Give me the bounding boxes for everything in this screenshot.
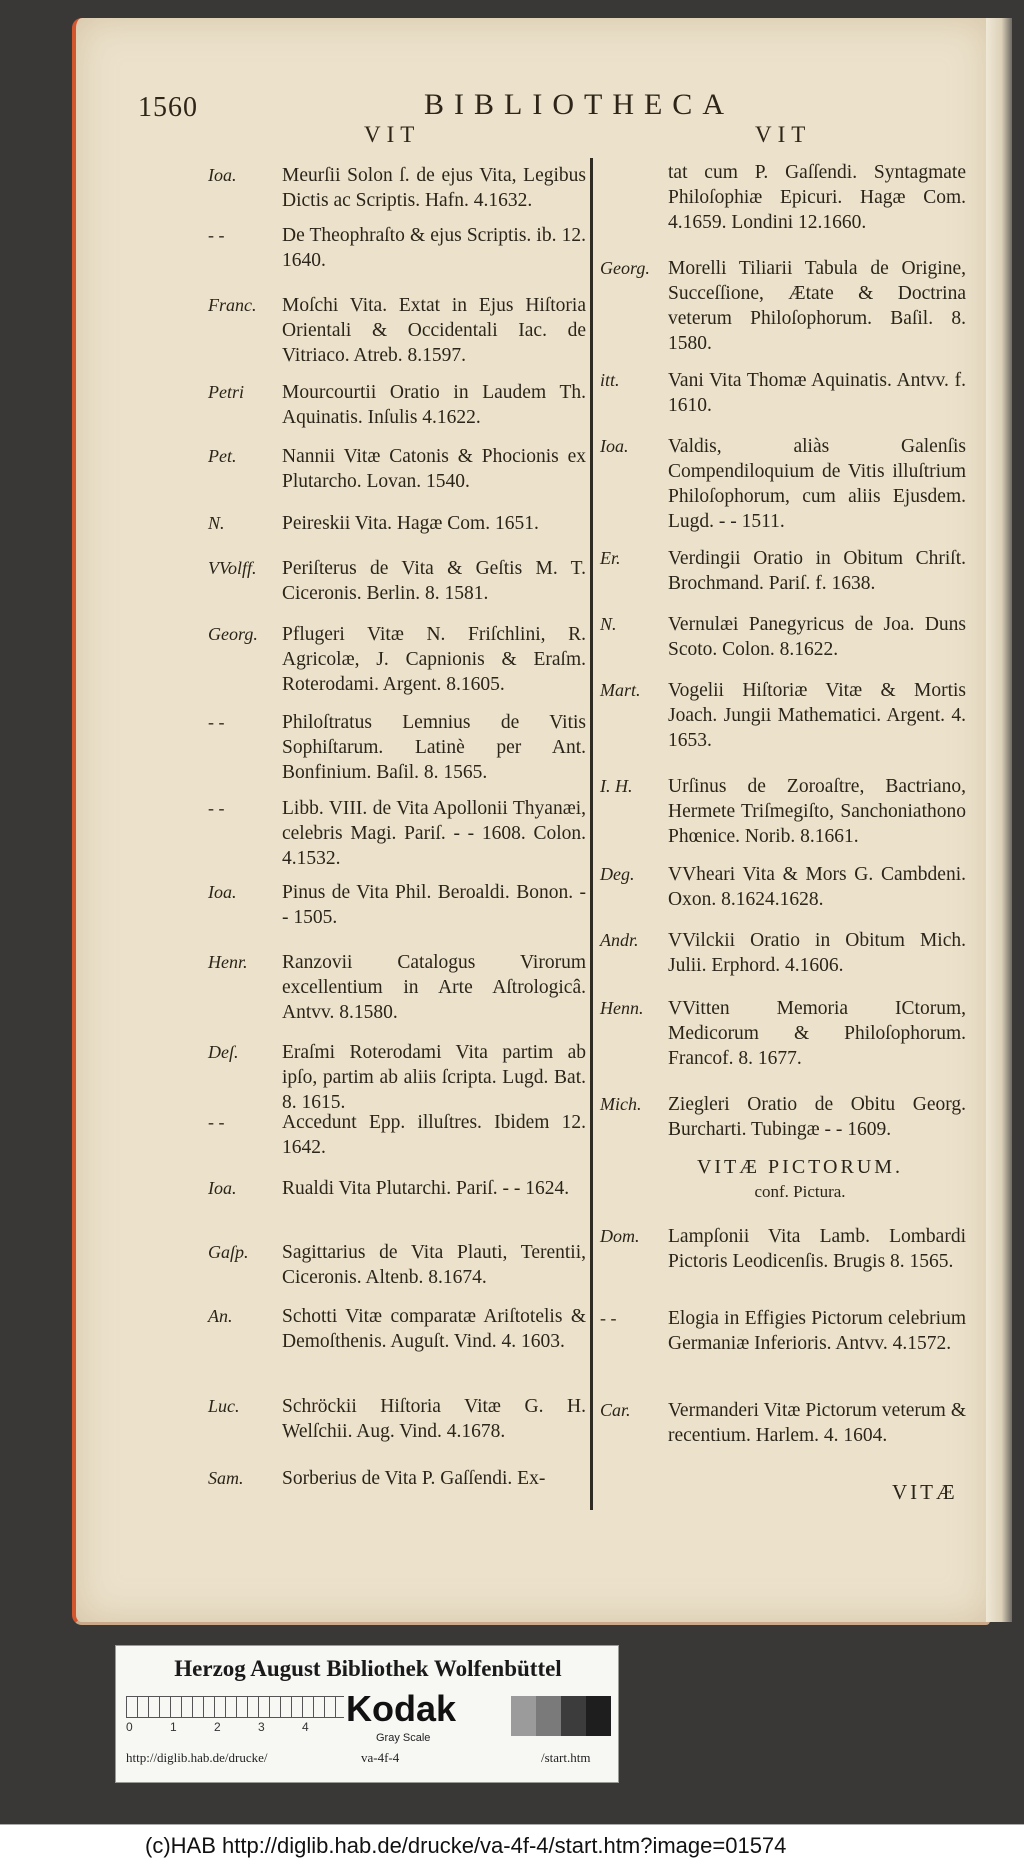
catalog-entry	[600, 368, 968, 418]
entry-label: Deg.	[600, 864, 635, 884]
gray-patch	[586, 1696, 611, 1736]
catalog-entry	[208, 1040, 588, 1115]
entry-text: Pflugeri Vitæ N. Friſchlini, R. Agricolæ, J. Capnionis & Eraſm. Roterodami. Argent. 8.1605.	[282, 624, 586, 695]
catalog-entry	[208, 1304, 588, 1354]
entry-text: Urſinus de Zoroaſtre, Bactriano, Hermete Triſmegiſto, Sanchoniathono Phœnice. Norib. 8.1661.	[668, 776, 966, 847]
catchword: VITÆ	[892, 1480, 958, 1504]
entry-label: Dom.	[600, 1226, 640, 1246]
catalog-entry	[208, 163, 588, 213]
catalog-entry	[600, 928, 968, 978]
catalog-entry	[600, 612, 968, 662]
gray-patches	[511, 1696, 611, 1736]
entry-text: VVitten Memoria ICtorum, Medicorum & Philoſophorum. Francof. 8. 1677.	[668, 998, 966, 1069]
entry-text: Vermanderi Vitæ Pictorum veterum & recentium. Harlem. 4. 1604.	[668, 1400, 966, 1446]
kodak-logo: Kodak	[346, 1688, 457, 1729]
entry-label: Henr.	[208, 952, 248, 972]
catalog-entry	[208, 556, 588, 606]
catalog-entry	[600, 678, 968, 753]
entry-label: Luc.	[208, 1396, 240, 1416]
entry-text: Vernulæi Panegyricus de Joa. Duns Scoto. Colon. 8.1622.	[668, 614, 966, 660]
page-title: BIBLIOTHECA	[424, 88, 734, 121]
catalog-entry	[208, 622, 588, 697]
entry-text: Pinus de Vita Phil. Beroaldi. Bonon. - - 1505.	[282, 882, 586, 928]
entry-text: De Theophraſto & ejus Scriptis. ib. 12. 1640.	[282, 225, 586, 271]
entry-text: Morelli Tiliarii Tabula de Origine, Succeſſione, Ætate & Doctrina veterum Philoſophorum. Baſil. 8. 1580.	[668, 258, 966, 354]
entry-label: Petri	[208, 382, 244, 402]
entry-label: I. H.	[600, 776, 633, 796]
entry-label: Mich.	[600, 1094, 642, 1114]
entry-label: Pet.	[208, 446, 237, 466]
catalog-entry	[208, 1394, 588, 1444]
grayscale-label: Gray Scale	[376, 1732, 431, 1744]
catalog-entry	[600, 1092, 968, 1142]
catalog-entry	[208, 223, 588, 273]
entry-label: - -	[600, 1308, 617, 1328]
catalog-entry	[600, 256, 968, 356]
scale-number: 0	[126, 1720, 133, 1734]
scale-ruler	[126, 1696, 344, 1718]
entry-text: Ranzovii Catalogus Virorum excellentium in Arte Aſtrologicâ. Antvv. 8.1580.	[282, 952, 586, 1023]
url-shelfmark: va-4f-4	[361, 1750, 400, 1765]
catalog-entry	[208, 511, 588, 536]
entry-text: Meurſii Solon ſ. de ejus Vita, Legibus Dictis ac Scriptis. Hafn. 4.1632.	[282, 165, 586, 211]
copyright-url-link[interactable]: (c)HAB http://diglib.hab.de/drucke/va-4f-4/start.htm?image=01574	[145, 1833, 787, 1858]
entry-text: Lampſonii Vita Lamb. Lombardi Pictoris Leodicenſis. Brugis 8. 1565.	[668, 1226, 966, 1272]
entry-text: Nannii Vitæ Catonis & Phocionis ex Plutarcho. Lovan. 1540.	[282, 446, 586, 492]
entry-text: Schröckii Hiſtoria Vitæ G. H. Welſchii. Aug. Vind. 4.1678.	[282, 1396, 586, 1442]
catalog-entry	[600, 774, 968, 849]
catalog-entry	[208, 1110, 588, 1160]
entry-text: Philoſtratus Lemnius de Vitis Sophiſtarum. Latinè per Ant. Bonfinium. Baſil. 8. 1565.	[282, 712, 586, 783]
entry-label: - -	[208, 712, 225, 732]
entry-label: VVolff.	[208, 558, 257, 578]
entry-label: N.	[208, 513, 225, 533]
footer-bar	[0, 1824, 1024, 1865]
url-right: /start.htm	[541, 1750, 591, 1765]
entry-text: Sagittarius de Vita Plauti, Terentii, Ciceronis. Altenb. 8.1674.	[282, 1242, 586, 1288]
entry-text: Rualdi Vita Plutarchi. Pariſ. - - 1624.	[282, 1178, 570, 1199]
entry-label: Georg.	[600, 258, 650, 278]
entry-text: Valdis, aliàs Galenſis Compendiloquium de Vitis illuſtrium Philoſophorum, cum aliis Ejusdem. Lugd. - - 1511.	[668, 436, 966, 532]
catalog-entry	[600, 160, 968, 235]
scale-number: 2	[214, 1720, 221, 1734]
library-name: Herzog August Bibliothek Wolfenbüttel	[174, 1656, 562, 1681]
catalog-entry	[208, 380, 588, 430]
entry-text: Peireskii Vita. Hagæ Com. 1651.	[282, 513, 539, 534]
entry-label: Henn.	[600, 998, 644, 1018]
entry-label: Car.	[600, 1400, 631, 1420]
entry-text: Mourcourtii Oratio in Laudem Th. Aquinatis. Inſulis 4.1622.	[282, 382, 586, 428]
catalog-entry	[208, 710, 588, 785]
page-number: 1560	[138, 92, 198, 123]
catalog-entry	[600, 862, 968, 912]
entry-label: Franc.	[208, 295, 257, 315]
catalog-entry	[208, 950, 588, 1025]
entry-label: Andr.	[600, 930, 639, 950]
entry-text: Schotti Vitæ comparatæ Ariſtotelis & Demoſthenis. Auguſt. Vind. 4. 1603.	[282, 1306, 586, 1352]
section-subheading: conf. Pictura.	[754, 1182, 846, 1201]
entry-text: Eraſmi Roterodami Vita partim ab ipſo, partim ab aliis ſcripta. Lugd. Bat. 8. 1615.	[282, 1042, 586, 1113]
entry-text: Accedunt Epp. illuſtres. Ibidem 12. 1642.	[282, 1112, 586, 1158]
entry-label: Deſ.	[208, 1042, 239, 1062]
scale-number: 4	[302, 1720, 309, 1734]
catalog-entry	[600, 1224, 968, 1274]
entry-text: Vani Vita Thomæ Aquinatis. Antvv. f. 1610.	[668, 370, 966, 416]
entry-label: Mart.	[600, 680, 641, 700]
section-heading: VITÆ PICTORUM.	[696, 1156, 904, 1178]
catalog-entry	[208, 880, 588, 930]
entry-label: - -	[208, 1112, 225, 1132]
entry-label: An.	[208, 1306, 233, 1326]
entry-text: Verdingii Oratio in Obitum Chriſt. Brochmand. Pariſ. f. 1638.	[668, 548, 966, 594]
catalog-entry	[208, 1176, 588, 1201]
column-divider	[590, 158, 593, 1510]
catalog-entry	[208, 293, 588, 368]
catalog-entry	[208, 1466, 588, 1491]
entry-label: Er.	[600, 548, 621, 568]
entry-text: VVheari Vita & Mors G. Cambdeni. Oxon. 8.1624.1628.	[668, 864, 966, 910]
entry-label: Ioa.	[208, 1178, 237, 1198]
catalog-entry	[600, 1306, 968, 1356]
entry-label: Ioa.	[208, 165, 237, 185]
entry-text: VVilckii Oratio in Obitum Mich. Julii. Erphord. 4.1606.	[668, 930, 966, 976]
entry-label: - -	[208, 225, 225, 245]
catalog-entry	[208, 1240, 588, 1290]
gray-patch	[511, 1696, 536, 1736]
entry-label: Gaſp.	[208, 1242, 249, 1262]
catalog-entry	[600, 1398, 968, 1448]
gray-patch	[536, 1696, 561, 1736]
entry-text: Moſchi Vita. Extat in Ejus Hiſtoria Orientali & Occidentali Iac. de Vitriaco. Atreb. 8.1597.	[282, 295, 586, 366]
entry-label: Sam.	[208, 1468, 244, 1488]
url-left: http://diglib.hab.de/drucke/	[126, 1750, 268, 1765]
entry-label: - -	[208, 798, 225, 818]
entry-text: Vogelii Hiſtoriæ Vitæ & Mortis Joach. Jungii Mathematici. Argent. 4. 1653.	[668, 680, 966, 751]
entry-text: tat cum P. Gaſſendi. Syntagmate Philoſophiæ Epicuri. Hagæ Com. 4.1659. Londini 12.1660.	[668, 162, 966, 233]
color-target-card	[115, 1645, 619, 1783]
entry-text: Elogia in Effigies Pictorum celebrium Germaniæ Inferioris. Antvv. 4.1572.	[668, 1308, 966, 1354]
entry-text: Sorberius de Vita P. Gaſſendi. Ex-	[282, 1468, 546, 1489]
entry-label: itt.	[600, 370, 620, 390]
scale-number: 3	[258, 1720, 265, 1734]
scale-number: 1	[170, 1720, 177, 1734]
entry-text: Libb. VIII. de Vita Apollonii Thyanæi, celebris Magi. Pariſ. - - 1608. Colon. 4.1532.	[282, 798, 586, 869]
catalog-entry	[208, 796, 588, 871]
page-edge	[986, 18, 1012, 1622]
gray-patch	[561, 1696, 586, 1736]
catalog-entry	[600, 434, 968, 534]
entry-text: Periſterus de Vita & Geſtis M. T. Ciceronis. Berlin. 8. 1581.	[282, 558, 586, 604]
entry-label: Ioa.	[208, 882, 237, 902]
catalog-entry	[208, 444, 588, 494]
entry-label: Ioa.	[600, 436, 629, 456]
right-column-heading: VIT	[755, 122, 812, 147]
entry-label: N.	[600, 614, 617, 634]
catalog-entry	[600, 546, 968, 596]
catalog-entry	[600, 996, 968, 1071]
left-column-heading: VIT	[364, 122, 421, 147]
entry-label: Georg.	[208, 624, 258, 644]
entry-text: Ziegleri Oratio de Obitu Georg. Burcharti. Tubingæ - - 1609.	[668, 1094, 966, 1140]
